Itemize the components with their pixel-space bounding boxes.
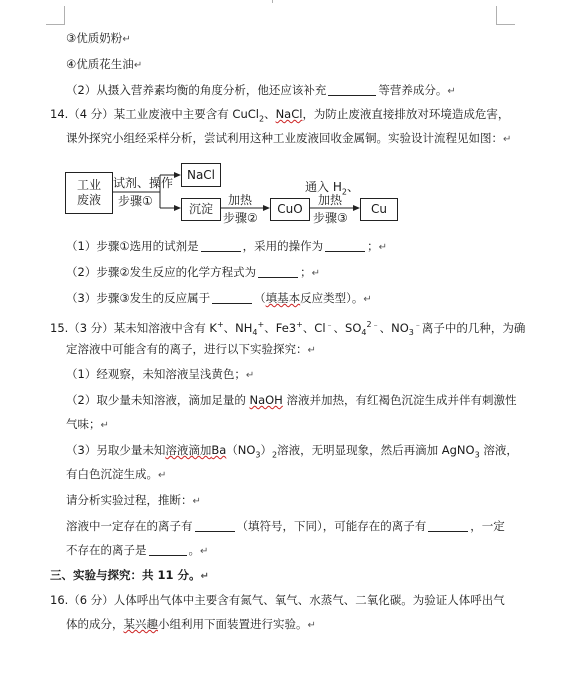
answer-blank[interactable]	[325, 239, 365, 252]
step1-label: 步骤①	[118, 194, 153, 208]
flow-box-waste: 工业 废液	[65, 172, 113, 214]
q16-stem-line2: 体的成分，某兴趣小组利用下面装置进行实验。↵	[66, 617, 316, 631]
q14-stem-line2: 课外探究小组经采样分析，尝试利用这种工业废液回收金属铜。实验设计流程见如图：↵	[66, 131, 512, 145]
answer-blank[interactable]	[149, 543, 187, 556]
answer-blank[interactable]	[201, 239, 241, 252]
q14-part1: （1）步骤①选用的试剂是 ，采用的操作为 ；↵	[66, 239, 388, 253]
q14-part2: （2）步骤②发生反应的化学方程式为 ；↵	[66, 265, 321, 279]
section-heading: 三、实验与探究：共 11 分。↵	[50, 568, 209, 582]
answer-blank[interactable]	[212, 291, 252, 304]
q15-stem-line2: 定溶液中可能含有的离子，进行以下实验探究：↵	[66, 342, 316, 356]
q16-stem-line1: 16.（6 分）人体呼出气体中主要含有氮气、氧气、水蒸气、二氧化碳。为验证人体呼出气	[50, 593, 505, 607]
step3-heat-label: 加热	[318, 193, 343, 207]
q15-stem-line1: 15.（3 分）某未知溶液中含有 K+、$NH_4^+$、Fe3+、Cl﹣、$SO_4^{2﹣}$、$NO_3^﹣$离子中的几种，为确	[50, 320, 526, 338]
q14-stem-line1: 14.（4 分）某工业废液中主要含有 CuCl$_2$、NaCl，为防止废液直接排放对环境造成危害，	[50, 107, 510, 124]
step2-heat-label: 加热	[228, 193, 253, 207]
q15-conclusion-line2: 不存在的离子是 。↵	[66, 543, 209, 557]
q15-experiment-2-line1: （2）取少量未知溶液，滴加足量的 NaOH 溶液并加热，有红褐色沉淀生成并伴有刺激性	[66, 393, 517, 407]
flow-box-nacl: NaCl	[181, 163, 221, 187]
step3-h2-label: 通入 $H_2$、	[305, 180, 359, 197]
q15-experiment-3-line2: 有白色沉淀生成。↵	[66, 467, 167, 481]
flow-box-cu: Cu	[360, 198, 398, 221]
q14-part3: （3）步骤③发生的反应属于 （填基本反应类型）。↵	[66, 291, 372, 305]
q15-conclusion-line1: 溶液中一定存在的离子有 （填符号，下同），可能存在的离子有 ，一定	[66, 519, 505, 533]
q15-experiment-2-line2: 气味；↵	[66, 417, 109, 431]
option-item-3: ③优质奶粉↵	[66, 31, 131, 45]
answer-blank[interactable]	[258, 265, 298, 278]
q13-part2: （2）从摄入营养素均衡的角度分析，他还应该补充 等营养成分。↵	[66, 83, 456, 97]
q15-experiment-1: （1）经观察，未知溶液呈浅黄色；↵	[66, 367, 255, 381]
option-item-4: ④优质花生油↵	[66, 57, 143, 71]
step1-reagent-label: 试剂、操作	[113, 176, 174, 190]
step2-label: 步骤②	[223, 211, 258, 225]
answer-blank[interactable]	[428, 519, 468, 532]
q15-experiment-3-line1: （3）另取少量未知溶液滴加$Ba(NO_3)_2$溶液，无明显现象，然后再滴加 AgNO$_3$ 溶液，	[66, 443, 518, 460]
flow-box-cuo: CuO	[270, 198, 310, 221]
step3-label: 步骤③	[313, 211, 348, 225]
q15-analyze-prompt: 请分析实验过程，推断：↵	[66, 493, 201, 507]
answer-blank[interactable]	[195, 519, 235, 532]
flow-box-precipitate: 沉淀	[181, 198, 221, 221]
